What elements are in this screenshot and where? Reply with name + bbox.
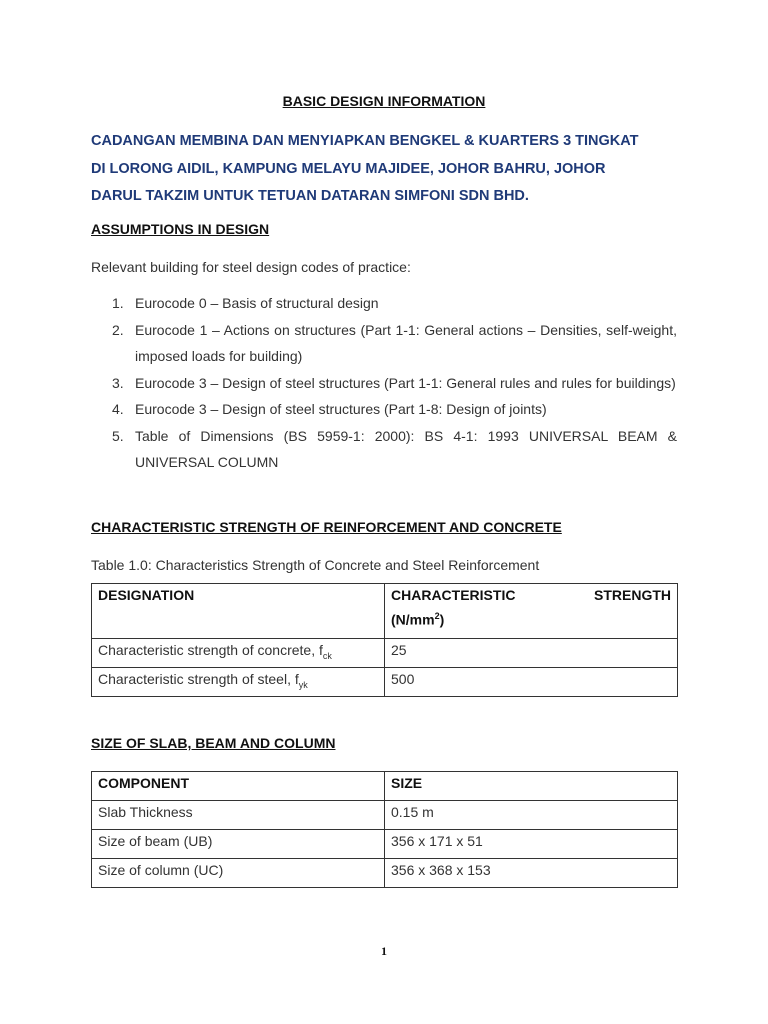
row-label: Characteristic strength of steel, f (98, 671, 299, 687)
list-item-number: 5. (112, 427, 124, 444)
table-row (92, 830, 678, 859)
table-cell: Size of column (UC) (92, 859, 385, 888)
table-cell: 25 (385, 639, 678, 668)
list-item (91, 396, 677, 423)
unit-suffix: ) (439, 611, 445, 628)
list-item (91, 370, 677, 397)
list-item-number: 4. (112, 401, 124, 417)
designation-header: DESIGNATION (98, 587, 195, 603)
assumptions-heading: ASSUMPTIONS IN DESIGN (91, 221, 270, 237)
table-cell: Size of beam (UB) (92, 830, 385, 859)
table-header-row (92, 772, 678, 801)
table-header-row (92, 584, 678, 639)
strength-header-unit (391, 611, 671, 628)
list-item-text: Eurocode 3 – Design of steel structures (Part 1-1: General rules and rules for buildings) (135, 374, 676, 391)
table-cell: 500 (385, 668, 678, 697)
strength-table-caption: Table 1.0: Characteristics Strength of Concrete and Steel Reinforcement (91, 557, 540, 573)
list-item-text: Eurocode 0 – Basis of structural design (135, 295, 379, 311)
strength-heading: CHARACTERISTIC STRENGTH OF REINFORCEMENT AND CONCRETE (91, 519, 562, 535)
strength-table (91, 583, 678, 697)
table-header-cell (92, 584, 385, 639)
table-header-cell: COMPONENT (92, 772, 385, 801)
table-header-cell: SIZE (385, 772, 678, 801)
row-label-subscript: yk (298, 679, 308, 690)
project-title-line: CADANGAN MEMBINA DAN MENYIAPKAN BENGKEL & KUARTERS 3 TINGKAT (91, 133, 639, 149)
table-cell: 0.15 m (385, 801, 678, 830)
project-title-line: DARUL TAKZIM UNTUK TETUAN DATARAN SIMFONI SDN BHD. (91, 188, 529, 204)
strength-header-word: CHARACTERISTIC (391, 587, 516, 603)
table-cell (92, 668, 385, 697)
table-row (92, 668, 678, 697)
list-item (91, 290, 677, 317)
project-title-line: DI LORONG AIDIL, KAMPUNG MELAYU MAJIDEE, JOHOR BAHRU, JOHOR (91, 160, 606, 177)
table-row (92, 801, 678, 830)
page-number: 1 (381, 944, 387, 958)
project-title (91, 128, 681, 211)
row-label-subscript: ck (322, 650, 332, 661)
unit-superscript: 2 (434, 611, 440, 621)
sizes-table (91, 771, 678, 888)
table-header-cell (385, 584, 678, 639)
list-item-number: 1. (112, 295, 124, 311)
list-item-text: Table of Dimensions (BS 5959-1: 2000): BS 4-1: 1993 UNIVERSAL BEAM & UNIVERSAL COLUMN (135, 427, 677, 470)
list-item (91, 423, 677, 476)
row-label: Characteristic strength of concrete, f (98, 642, 323, 658)
design-codes-list (91, 290, 677, 476)
list-item-number: 2. (112, 321, 124, 338)
list-item-text: Eurocode 1 – Actions on structures (Part 1-1: General actions – Densities, self-weight, imposed loads for building) (135, 321, 677, 364)
table-cell (92, 639, 385, 668)
assumptions-intro: Relevant building for steel design codes of practice: (91, 259, 411, 275)
list-item-number: 3. (112, 374, 124, 391)
sizes-heading: SIZE OF SLAB, BEAM AND COLUMN (91, 735, 336, 751)
document-title: BASIC DESIGN INFORMATION (282, 93, 486, 109)
table-row (92, 859, 678, 888)
table-row (92, 639, 678, 668)
table-cell: 356 x 171 x 51 (385, 830, 678, 859)
table-cell: Slab Thickness (92, 801, 385, 830)
unit-prefix: (N/mm (391, 611, 435, 628)
strength-header-word: STRENGTH (594, 587, 671, 603)
strength-header-words (391, 587, 671, 603)
table-cell: 356 x 368 x 153 (385, 859, 678, 888)
list-item-text: Eurocode 3 – Design of steel structures (Part 1-8: Design of joints) (135, 401, 547, 417)
list-item (91, 317, 677, 370)
